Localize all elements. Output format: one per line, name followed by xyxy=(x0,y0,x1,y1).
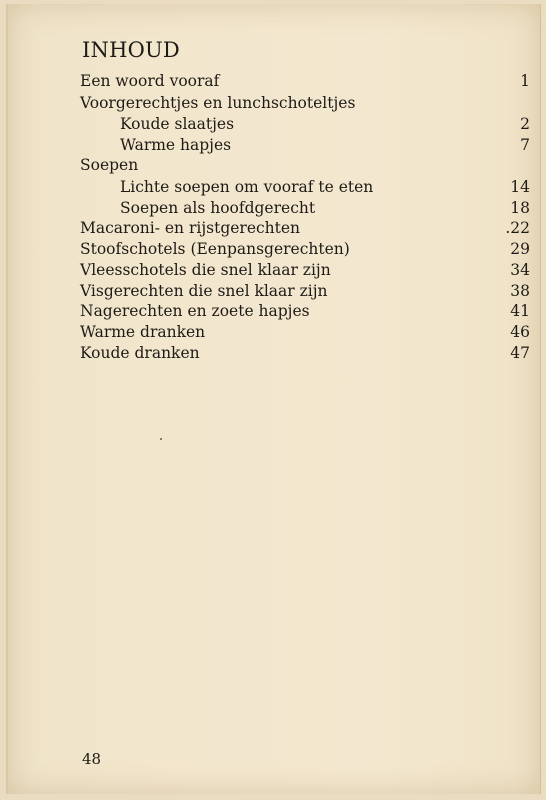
toc-entry-title: Voorgerechtjes en lunchschoteltjes xyxy=(80,94,356,112)
toc-entry xyxy=(80,176,530,198)
toc-entry-page: .22 xyxy=(505,219,530,237)
toc-entry-page: 29 xyxy=(510,240,530,258)
toc-entry xyxy=(80,217,530,239)
toc-entry-page: 47 xyxy=(510,344,530,362)
toc-entry-title: Stoofschotels (Eenpansgerechten) xyxy=(80,240,350,258)
toc-entry-title: Warme dranken xyxy=(80,323,206,341)
toc-entry-page: 18 xyxy=(510,199,530,217)
toc-entry xyxy=(80,259,530,281)
page-number: 48 xyxy=(82,750,102,768)
toc-entry-title: Koude dranken xyxy=(80,344,200,362)
toc-entry-page: 14 xyxy=(510,178,530,196)
toc-entry-title: Warme hapjes xyxy=(120,136,232,154)
toc-entry-title: Lichte soepen om vooraf te eten xyxy=(120,178,374,196)
toc-entry-page: 7 xyxy=(520,136,530,154)
toc-entry-title: Een woord vooraf xyxy=(80,72,220,90)
toc-entry-title: Soepen als hoofdgerecht xyxy=(120,199,316,217)
toc-entry-title: Soepen xyxy=(80,156,139,174)
toc-entry xyxy=(80,154,530,176)
toc-entry xyxy=(80,70,530,92)
toc-entry xyxy=(80,134,530,156)
paper-speck xyxy=(160,438,162,440)
toc-entry-title: Nagerechten en zoete hapjes xyxy=(80,302,310,320)
toc-entry-page: 46 xyxy=(510,323,530,341)
toc-entry xyxy=(80,92,530,114)
toc-entry-title: Vleesschotels die snel klaar zijn xyxy=(80,261,331,279)
toc-entry xyxy=(80,113,530,135)
toc-entry xyxy=(80,238,530,260)
toc-entry-page: 2 xyxy=(520,115,530,133)
toc-entry-page: 34 xyxy=(510,261,530,279)
toc-entry-title: Macaroni- en rijstgerechten xyxy=(80,219,301,237)
toc-entry-page: 41 xyxy=(510,302,530,320)
toc-entry-page: 1 xyxy=(520,72,530,90)
toc-entry xyxy=(80,197,530,219)
toc-entry xyxy=(80,342,530,364)
book-page xyxy=(6,4,541,794)
toc-entry-title: Koude slaatjes xyxy=(120,115,235,133)
toc-entry-title: Visgerechten die snel klaar zijn xyxy=(80,282,328,300)
toc-entry xyxy=(80,280,530,302)
toc-entry-page: 38 xyxy=(510,282,530,300)
toc-heading: INHOUD xyxy=(82,38,180,62)
toc-entry xyxy=(80,300,530,322)
toc-entry xyxy=(80,321,530,343)
